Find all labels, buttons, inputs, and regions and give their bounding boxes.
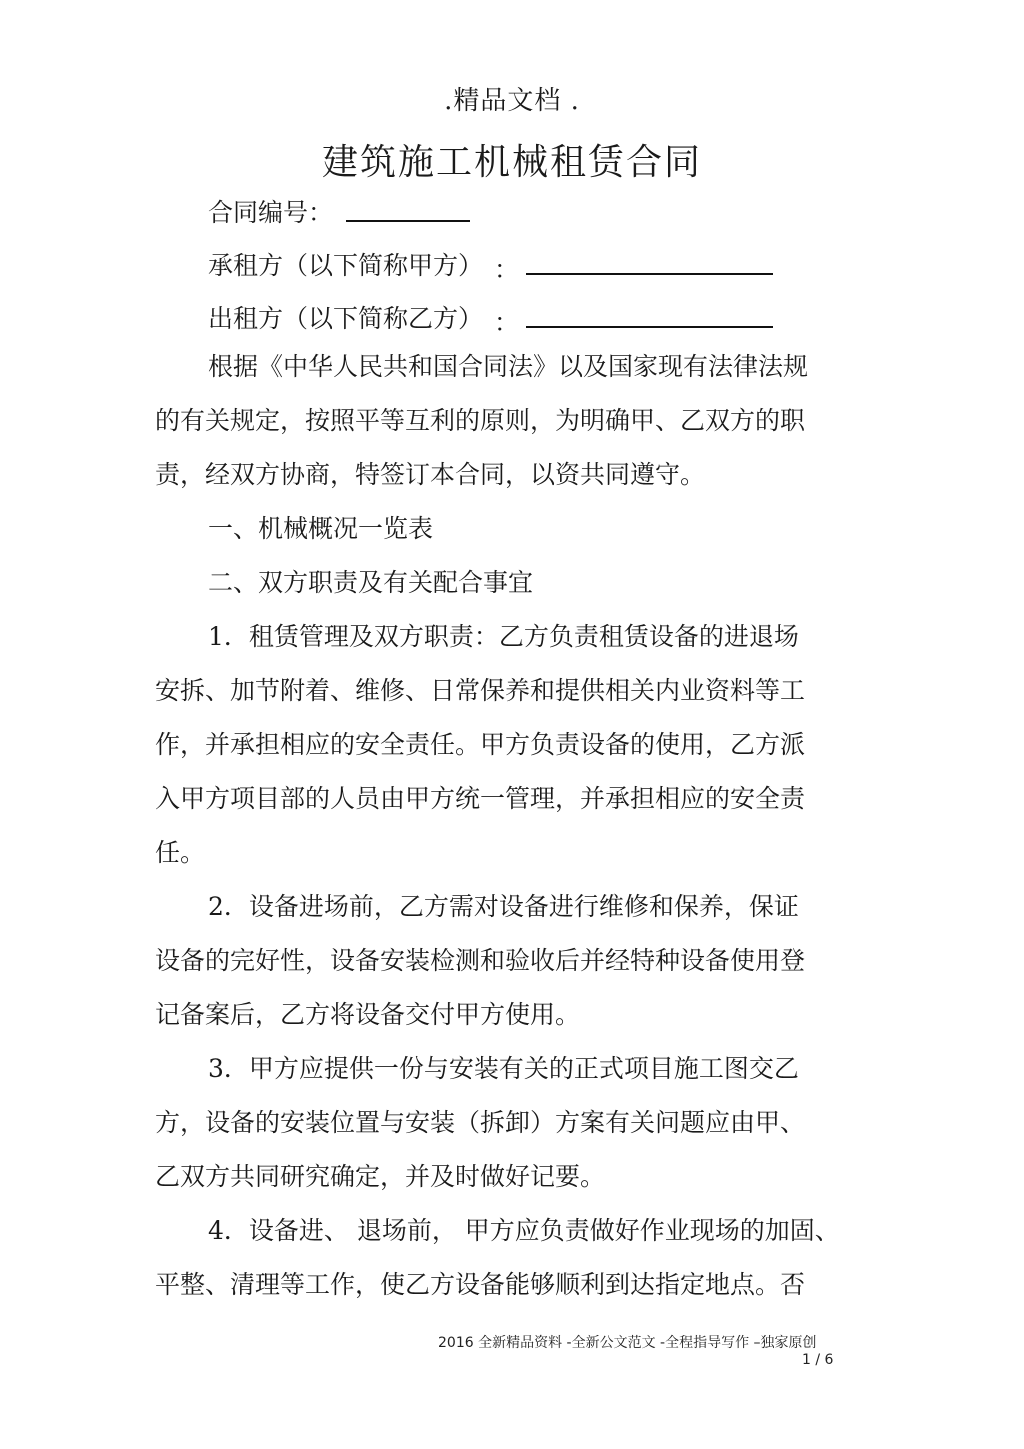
intro-line: 的有关规定，按照平等互利的原则，为明确甲、乙双方的职 (155, 406, 806, 435)
clause-line: 任。 (155, 838, 206, 867)
clause-line: 安拆、加节附着、维修、日常保养和提供相关内业资料等工 (155, 676, 806, 705)
clause-line: 乙双方共同研究确定，并及时做好记要。 (155, 1162, 606, 1191)
clause-line: 4．设备进、 退场前， 甲方应负责做好作业现场的加固、 (208, 1216, 840, 1245)
lessee-colon: ： (494, 255, 520, 284)
section-heading: 二、双方职责及有关配合事宜 (208, 568, 534, 597)
lessee-label: 承租方（以下简称甲方） (208, 251, 484, 280)
clause-line: 1．租赁管理及双方职责：乙方负责租赁设备的进退场 (208, 622, 799, 651)
clause-line: 2．设备进场前，乙方需对设备进行维修和保养，保证 (208, 892, 799, 921)
document-title: 建筑施工机械租赁合同 (321, 142, 702, 183)
clause-line: 方，设备的安装位置与安装（拆卸）方案有关问题应由甲、 (155, 1108, 806, 1137)
clause-line: 入甲方项目部的人员由甲方统一管理，并承担相应的安全责 (155, 784, 806, 813)
clause-line: 记备案后，乙方将设备交付甲方使用。 (155, 1000, 581, 1029)
section-heading: 一、机械概况一览表 (208, 514, 434, 543)
contract-number-label: 合同编号： (208, 198, 334, 227)
clause-line: 平整、清理等工作，使乙方设备能够顺利到达指定地点。否 (155, 1270, 806, 1299)
lessor-label: 出租方（以下简称乙方） (208, 304, 484, 333)
intro-line: 责，经双方协商，特签订本合同，以资共同遵守。 (155, 460, 706, 489)
page-header: .精品文档 . (444, 86, 580, 116)
lessor-colon: ： (494, 308, 520, 337)
contract-number-blank (346, 220, 470, 222)
intro-line: 根据《中华人民共和国合同法》以及国家现有法律法规 (208, 352, 809, 381)
lessee-blank (526, 273, 773, 275)
clause-line: 作，并承担相应的安全责任。甲方负责设备的使用，乙方派 (155, 730, 806, 759)
page-footer: 2016 全新精品资料 -全新公文范文 -全程指导写作 –独家原创 (438, 1335, 817, 1351)
lessor-blank (526, 326, 773, 328)
page-number: 1 / 6 (802, 1352, 834, 1368)
clause-line: 3．甲方应提供一份与安装有关的正式项目施工图交乙 (208, 1054, 799, 1083)
clause-line: 设备的完好性，设备安装检测和验收后并经特种设备使用登 (155, 946, 806, 975)
